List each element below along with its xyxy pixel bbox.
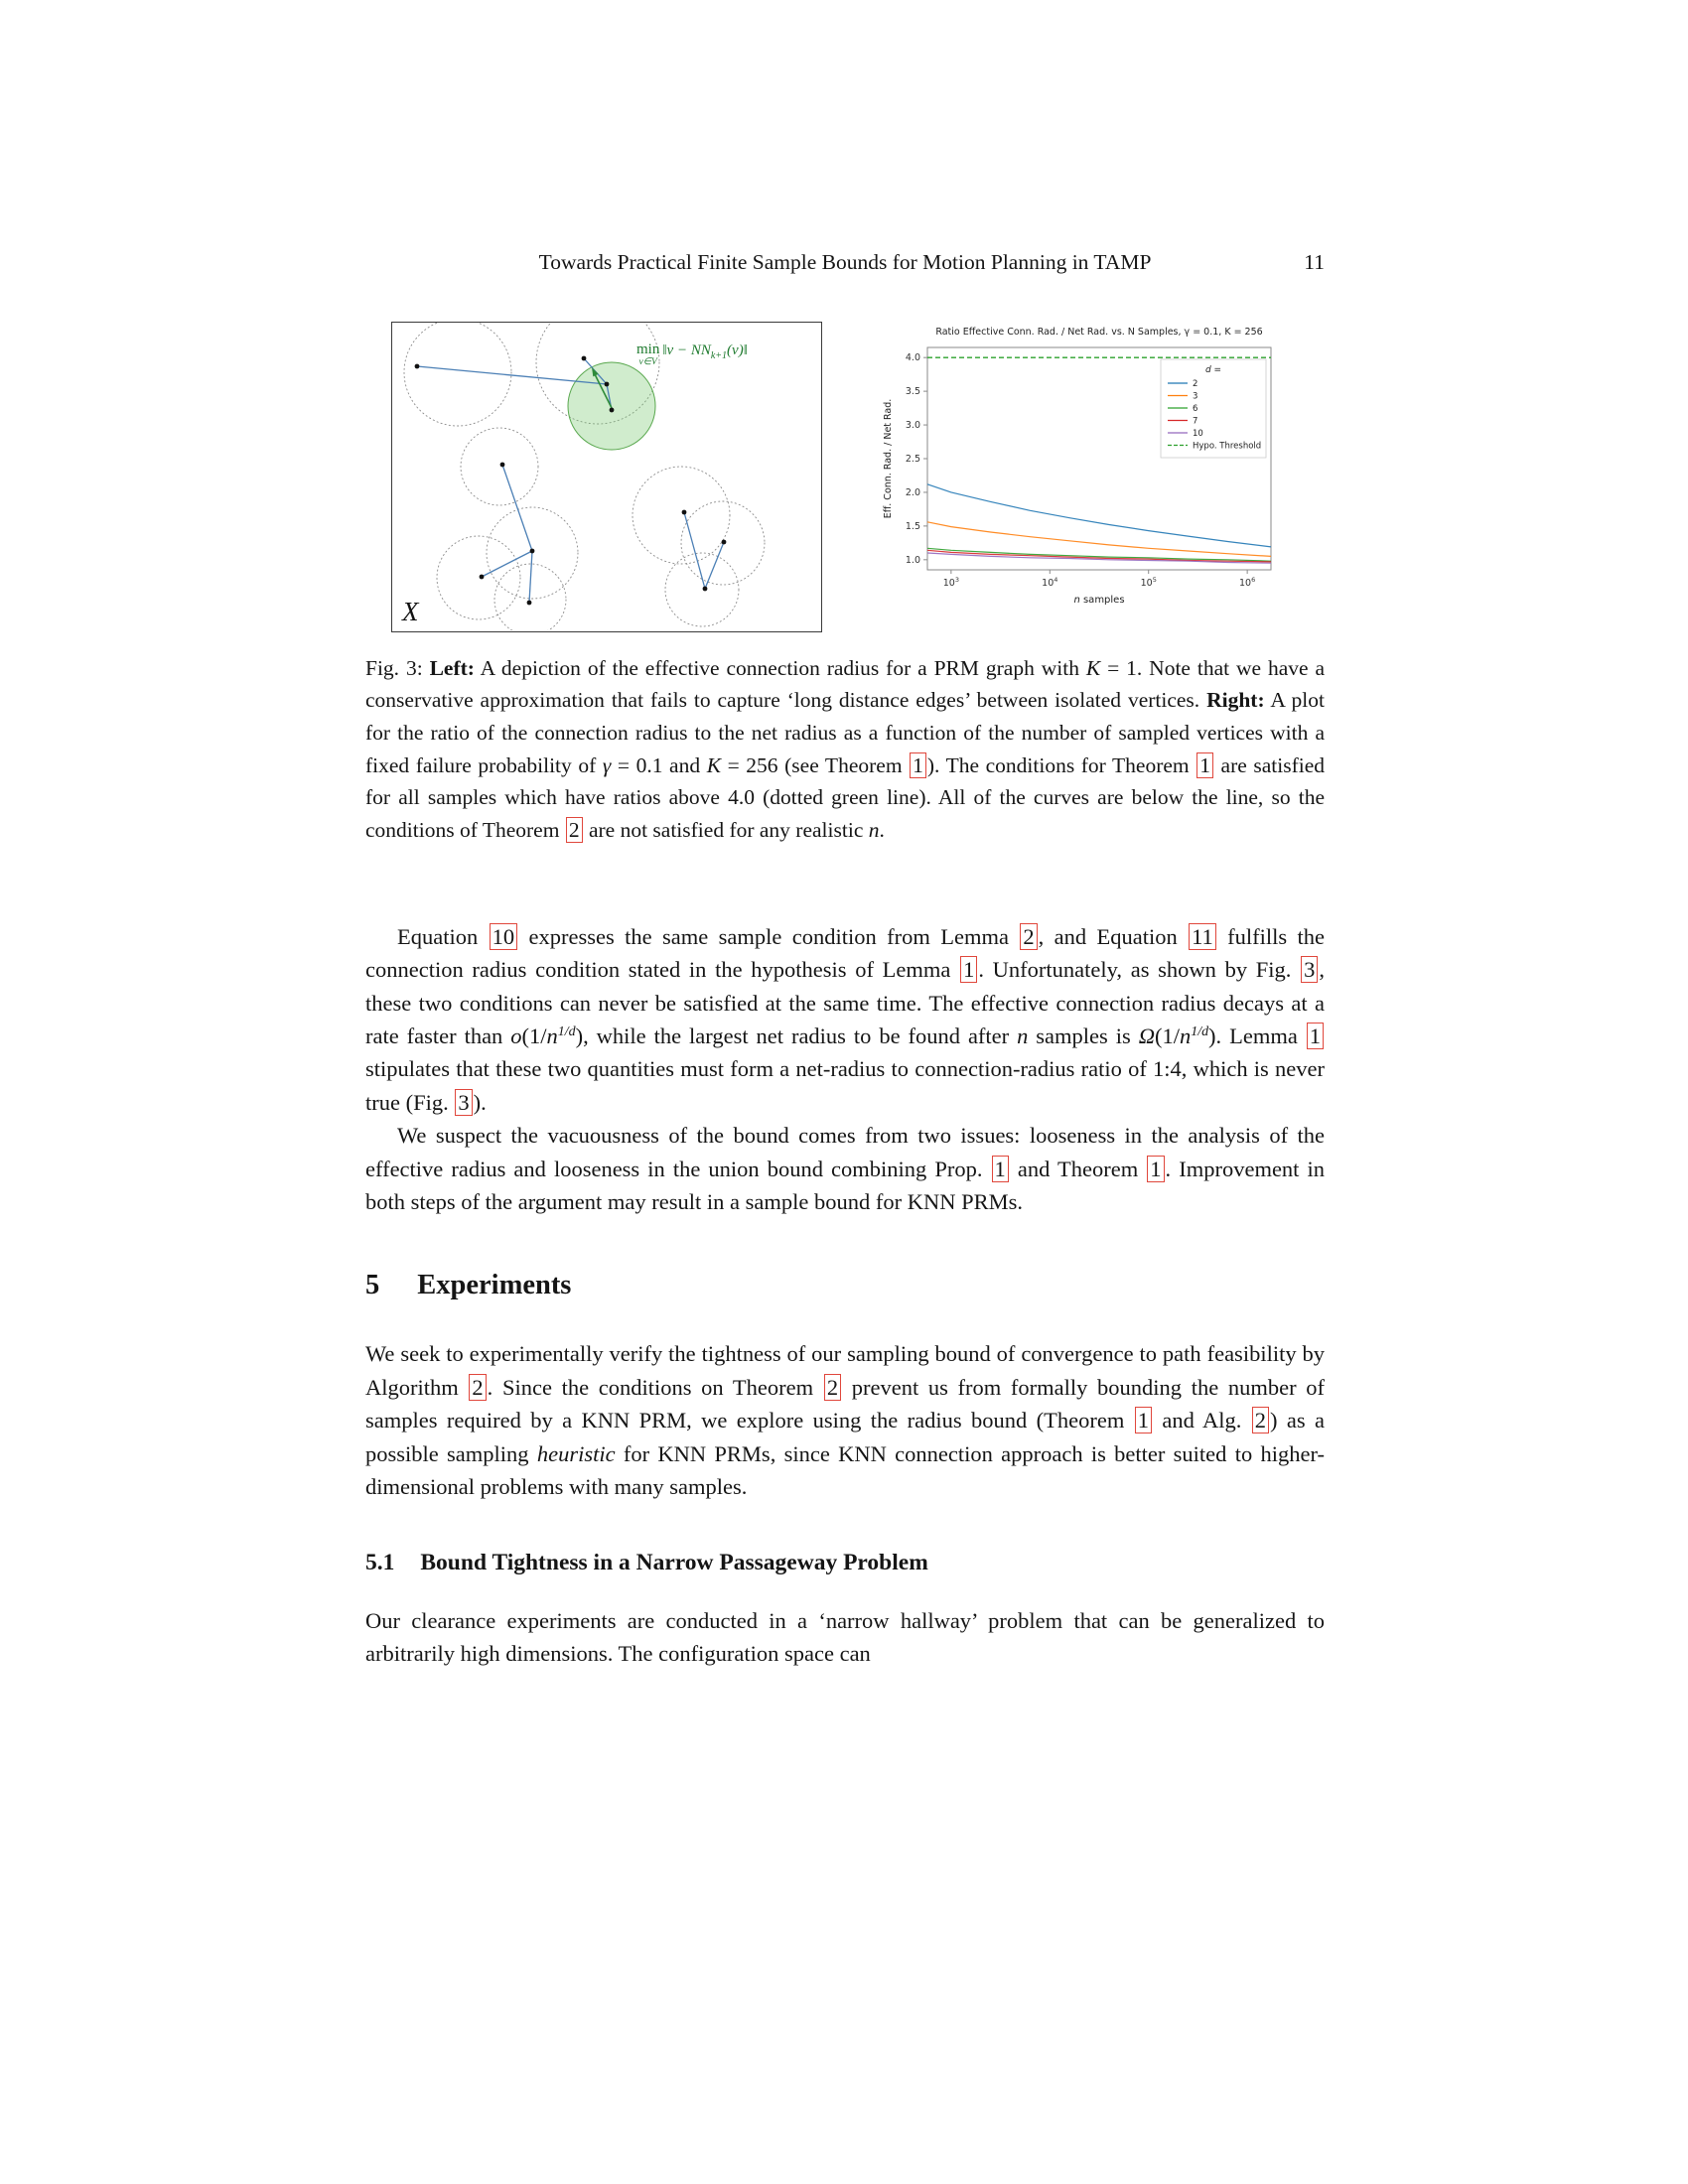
paragraph-clearance: [365, 1604, 1325, 1671]
reference-link[interactable]: 1: [1196, 752, 1213, 778]
x-tick-label: $10^3$: [942, 575, 959, 589]
text-segment: K: [1085, 655, 1101, 680]
reference-link[interactable]: 1: [992, 1156, 1009, 1182]
text-segment: = 256 (see Theorem: [721, 752, 910, 777]
reference-link[interactable]: 1: [1147, 1156, 1164, 1182]
reference-link[interactable]: 2: [566, 817, 583, 843]
text-segment: n: [1179, 1024, 1192, 1049]
paragraph-experiments-intro: [365, 1337, 1325, 1503]
paragraph-equations: [365, 920, 1325, 1119]
paragraph-vacuousness: [365, 1119, 1325, 1218]
text-segment: o: [510, 1024, 522, 1049]
legend-title: d =: [1204, 364, 1222, 375]
legend-label-3: 7: [1193, 416, 1198, 427]
text-segment: prevent us from formally bounding the number of samples required by a KNN PRM, we explore using the radius bound (Theorem: [365, 1374, 1326, 1433]
nn-distance-formula: [636, 342, 748, 368]
reference-link[interactable]: 1: [1135, 1407, 1152, 1433]
ratio-chart: [878, 322, 1285, 610]
text-segment: n: [868, 818, 880, 843]
legend-label-4: 10: [1193, 428, 1203, 439]
subsection-title: Bound Tightness in a Narrow Passageway Problem: [420, 1549, 928, 1575]
text-segment: (1/: [521, 1024, 547, 1049]
formula-body: ‖v − $NN_{k+1}(v)‖$: [662, 341, 748, 361]
text-segment: 1/d: [1191, 1024, 1209, 1040]
section-title: Experiments: [417, 1270, 572, 1301]
text-segment: expresses the same sample condition from Lemma: [518, 923, 1020, 949]
text-segment: . Improvement in both steps of the argument may result in a sample bound for KNN PRMs.: [365, 1156, 1326, 1215]
section-5-1-heading: [365, 1550, 1325, 1576]
text-segment: Our clearance experiments are conducted in a ‘narrow hallway’ problem that can be generalized to arbitrarily high dimensions. The configuration space can: [365, 1607, 1325, 1666]
text-segment: Left:: [429, 655, 475, 680]
text-segment: . Since the conditions on Theorem: [487, 1374, 823, 1400]
text-segment: Right:: [1206, 688, 1265, 713]
figure-3: [391, 322, 1325, 632]
text-segment: for KNN PRMs, since KNN connection approach is better suited to higher-dimensional problems with many samples.: [365, 1440, 1326, 1500]
text-segment: n: [546, 1024, 558, 1049]
text-segment: heuristic: [536, 1440, 616, 1466]
prm-graph-diagram: [392, 323, 820, 630]
x-tick-label: $10^4$: [1042, 575, 1058, 589]
section-number: 5: [365, 1270, 380, 1301]
figure-caption: [365, 652, 1325, 847]
knn-ball: [568, 362, 655, 450]
dotted-circles: [404, 323, 765, 630]
y-tick-label: 3.0: [905, 419, 920, 431]
x-tick-label: $10^6$: [1239, 575, 1256, 589]
reference-link[interactable]: 1: [960, 956, 977, 983]
text-segment: γ: [602, 752, 612, 777]
page-number: 11: [1304, 250, 1325, 274]
text-segment: fulfills the connection radius condition stated in the hypothesis of Lemma: [365, 923, 1326, 983]
text-segment: .: [879, 818, 885, 843]
text-segment: ). Lemma: [1208, 1024, 1306, 1049]
reference-link[interactable]: 2: [1020, 923, 1037, 950]
ratio-plot-figure: [878, 322, 1285, 614]
reference-link[interactable]: 11: [1189, 923, 1216, 950]
text-segment: We seek to experimentally verify the tightness of our sampling bound of convergence to path feasibility by Algorithm: [365, 1341, 1325, 1400]
text-segment: Equation: [397, 923, 489, 949]
text-segment: = 0.1 and: [611, 752, 707, 777]
min-operator: min v∈V: [636, 341, 660, 367]
page-content: [365, 250, 1325, 1670]
section-5-heading: [365, 1270, 1325, 1301]
running-header: [365, 250, 1325, 276]
text-segment: . Unfortunately, as shown by Fig.: [978, 957, 1301, 983]
y-tick-label: 4.0: [905, 351, 920, 363]
legend-label-5: Hypo. Threshold: [1193, 441, 1262, 452]
legend-label-2: 6: [1193, 403, 1198, 414]
text-segment: (1/: [1154, 1024, 1180, 1049]
text-segment: A depiction of the effective connection radius for a PRM graph with: [474, 655, 1086, 680]
text-segment: ).: [473, 1089, 487, 1115]
text-segment: We suspect the vacuousness of the bound comes from two issues: looseness in the analysis of the effective radius and looseness in the union bound combining Prop.: [365, 1123, 1325, 1181]
text-segment: A plot for the ratio of the connection radius to the net radius as a function of the number of sampled vertices with a fixed failure probability of: [365, 688, 1325, 777]
text-segment: ). The conditions for Theorem: [926, 752, 1196, 777]
legend-label-1: 3: [1193, 391, 1198, 402]
text-segment: are satisfied for all samples which have ratios above 4.0 (dotted green line). All of the curves are below the line, so the conditions of Theorem: [365, 752, 1326, 843]
text-segment: 1/d: [557, 1024, 576, 1040]
text-segment: , and Equation: [1038, 923, 1189, 949]
legend-label-0: 2: [1193, 378, 1198, 389]
reference-link[interactable]: 2: [469, 1374, 486, 1401]
text-segment: Ω: [1138, 1024, 1155, 1049]
text-segment: samples is: [1028, 1024, 1139, 1049]
reference-link[interactable]: 1: [1307, 1023, 1324, 1049]
text-segment: ) as a possible sampling: [365, 1408, 1325, 1466]
y-axis-label: Eff. Conn. Rad. / Net Rad.: [883, 398, 894, 519]
prm-graph-figure: [391, 322, 822, 632]
reference-link[interactable]: 10: [490, 923, 518, 950]
x-tick-label: $10^5$: [1140, 575, 1157, 589]
text-segment: and Theorem: [1009, 1156, 1147, 1181]
reference-link[interactable]: 2: [1252, 1407, 1269, 1433]
text-segment: , these two conditions can never be satisfied at the same time. The effective connection radius decays at a rate faster than: [365, 957, 1325, 1049]
subsection-number: 5.1: [365, 1549, 395, 1575]
y-tick-label: 2.0: [905, 486, 920, 498]
config-space-label: X: [402, 596, 419, 626]
text-segment: Fig. 3:: [365, 655, 430, 680]
reference-link[interactable]: 1: [910, 752, 926, 778]
y-tick-label: 2.5: [905, 453, 920, 465]
reference-link[interactable]: 2: [824, 1374, 841, 1401]
text-segment: = 1. Note that we have a conservative approximation that fails to capture ‘long distance edges’ between isolated vertices.: [365, 655, 1325, 713]
y-tick-label: 1.0: [905, 554, 920, 566]
text-segment: stipulates that these two quantities must form a net-radius to connection-radius ratio of 1:4, which is never true (Fig.: [365, 1056, 1325, 1115]
text-segment: n: [1017, 1024, 1029, 1049]
reference-link[interactable]: 3: [1301, 956, 1318, 983]
text-segment: are not satisfied for any realistic: [583, 818, 869, 843]
text-segment: and Alg.: [1152, 1408, 1251, 1433]
y-tick-label: 1.5: [905, 520, 920, 532]
text-segment: K: [706, 752, 722, 777]
x-axis-label: n samples: [1073, 594, 1125, 606]
text-segment: ), while the largest net radius to be found after: [575, 1024, 1018, 1049]
chart-title: Ratio Effective Conn. Rad. / Net Rad. vs. N Samples, γ = 0.1, K = 256: [935, 326, 1263, 338]
running-title: Towards Practical Finite Sample Bounds for Motion Planning in TAMP: [538, 250, 1152, 274]
y-tick-label: 3.5: [905, 385, 920, 397]
reference-link[interactable]: 3: [455, 1089, 472, 1116]
